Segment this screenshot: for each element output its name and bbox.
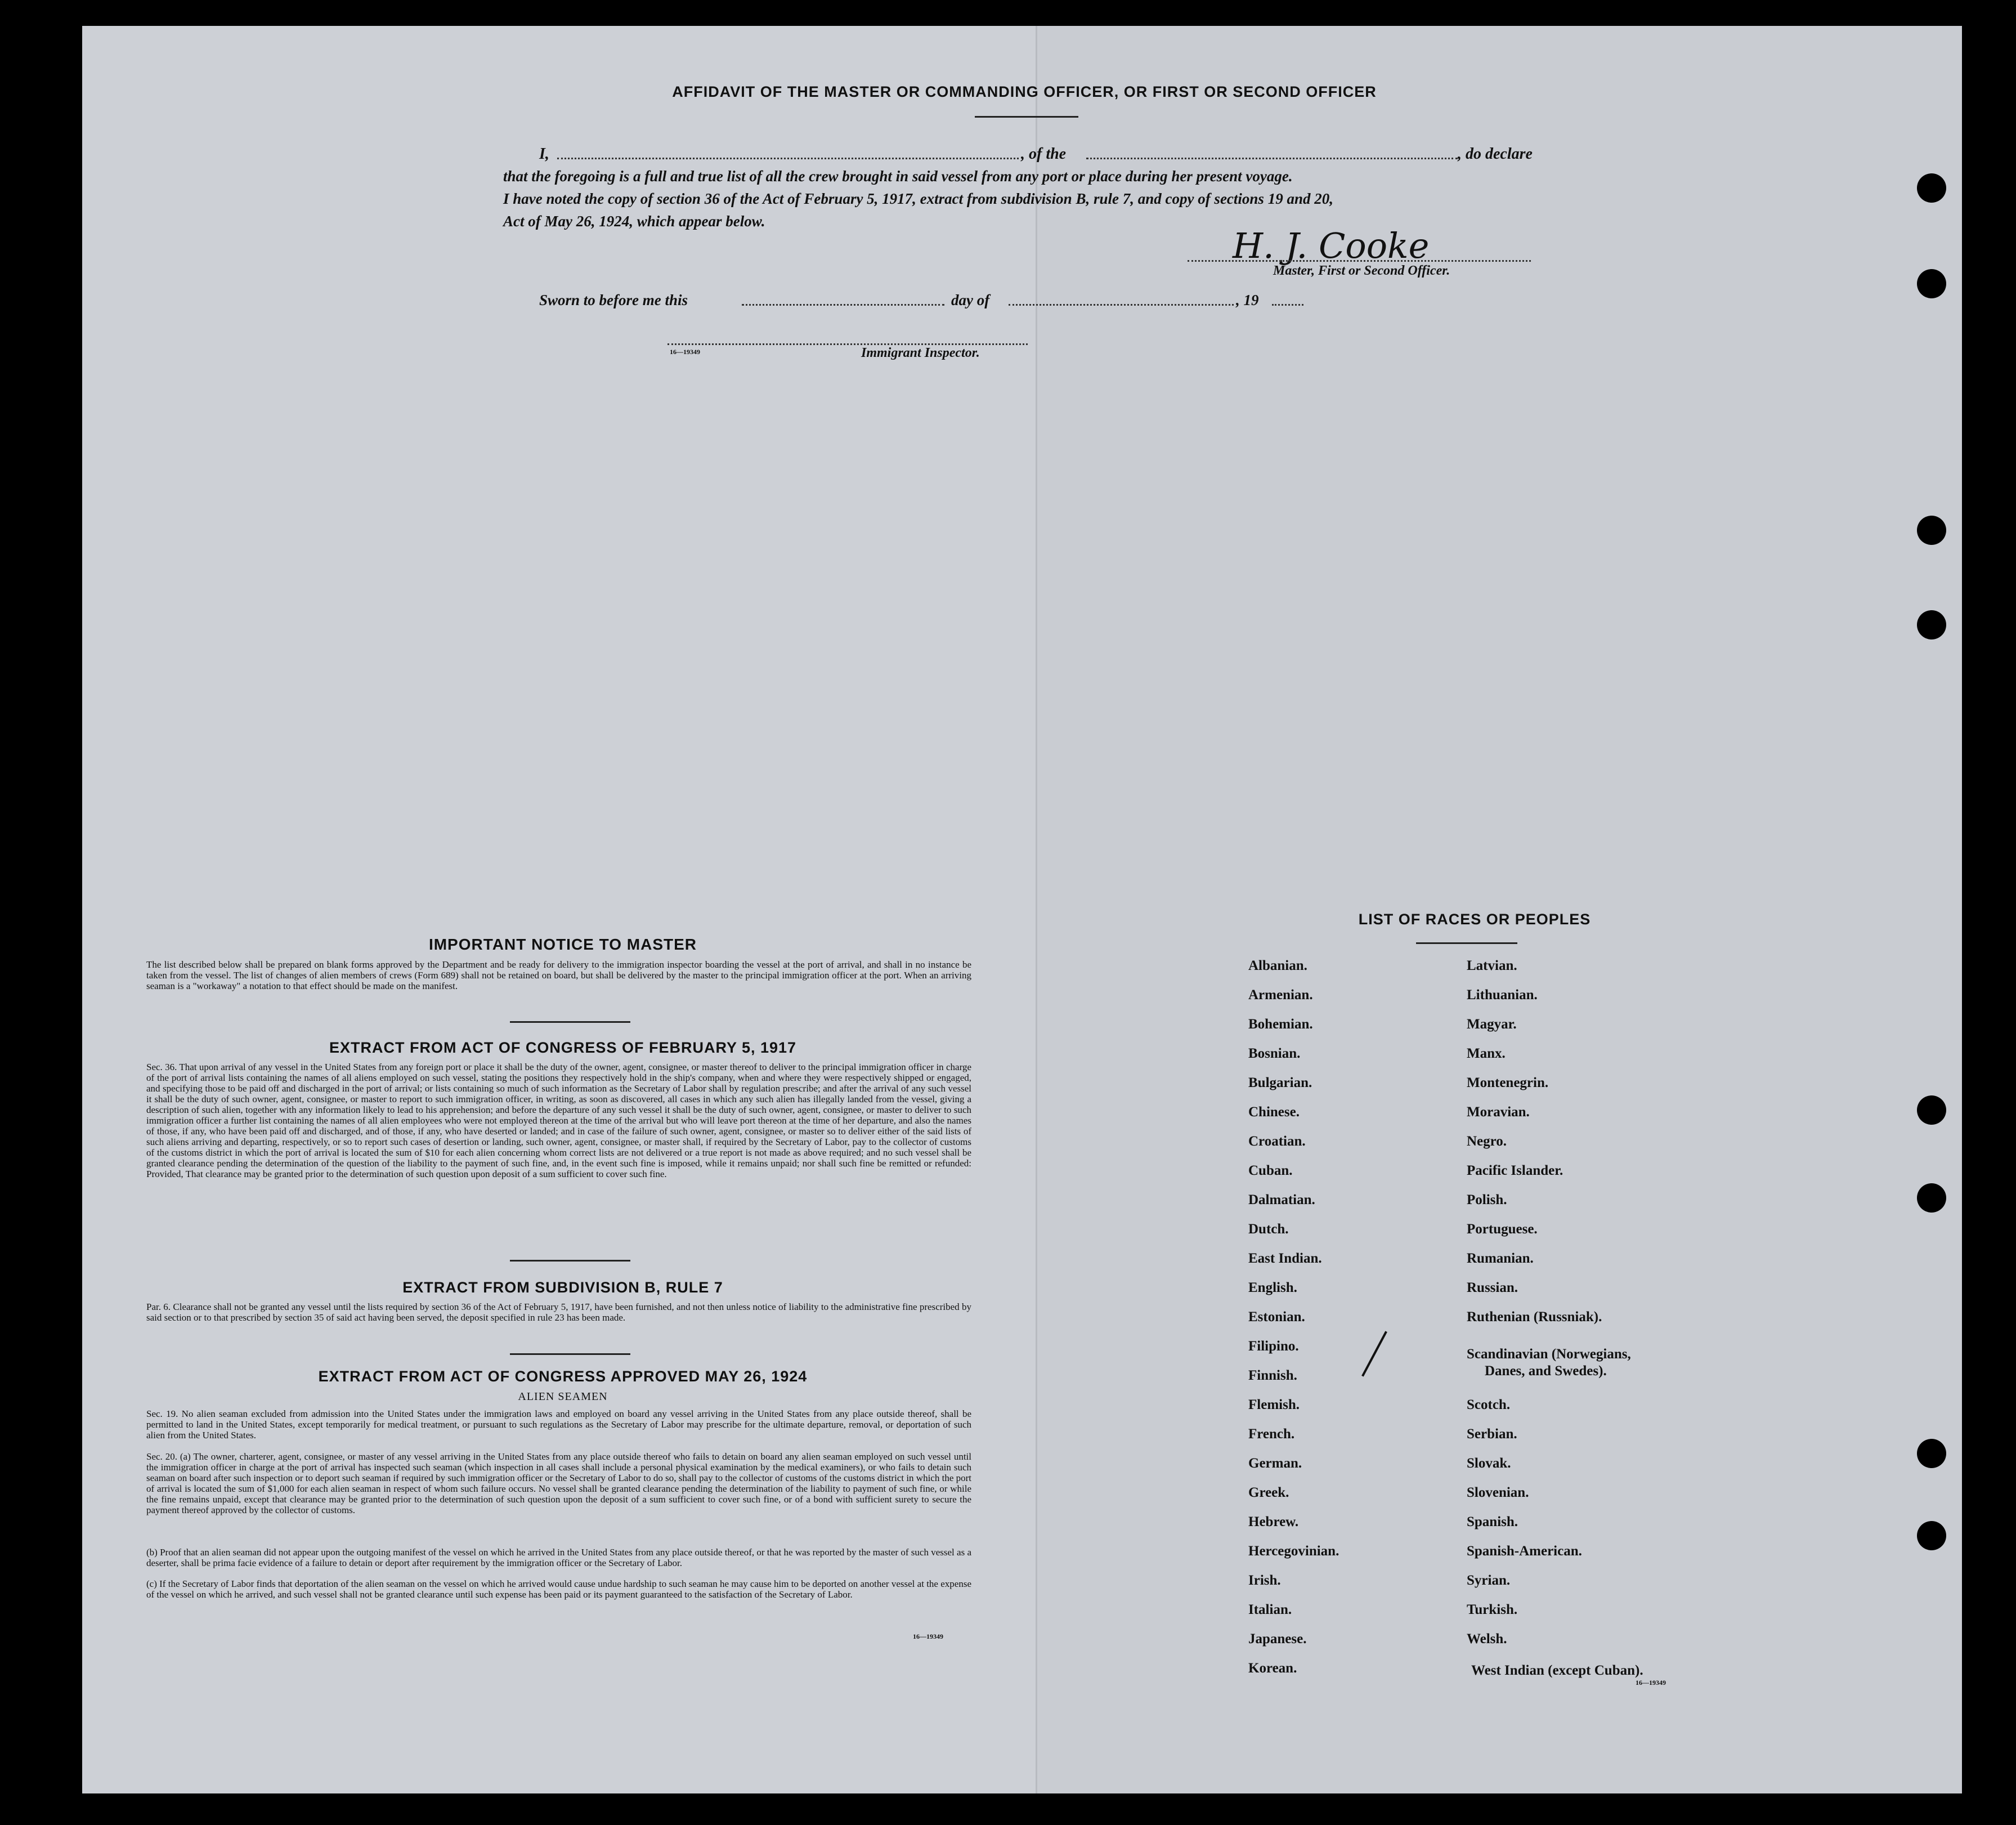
form-number-bottom-right: 16—19349 bbox=[1636, 1679, 1666, 1687]
race-item: Welsh. bbox=[1467, 1631, 1507, 1647]
extract-1924-p2: Sec. 20. (a) The owner, charterer, agent, consignee, or master of any vessel arriving in the United States from any place outside thereof who fails to detain on board any alien seaman employed on such vessel until the immigration officer in charge at the port of arrival has inspected such seaman (which inspection in all cases shall include a personal physical examination by the medical examiners), or who fails to detain such seaman on board after such inspection or to deport such seaman if required by such immigration officer or the Secretary of Labor to do so, shall pay to the collector of customs of the customs district in which the port of arrival is located the sum of $1,000 for each alien seaman in respect of whom such failure occurs. No vessel shall be granted clearance pending the determination of the liability to payment of such fine, or while the fine remains unpaid, except that clearance may be granted prior to the determination of such question upon the deposit of a sum sufficient to cover such fine, or of a bond with sufficient surety to secure the payment thereof approved by the collector of customs. bbox=[146, 1451, 972, 1515]
race-item: Serbian. bbox=[1467, 1426, 1517, 1442]
extract-1924-title: EXTRACT FROM ACT OF CONGRESS APPROVED MAY 26, 1924 bbox=[318, 1368, 808, 1385]
race-item: Slovenian. bbox=[1467, 1485, 1529, 1500]
sworn-month-field[interactable] bbox=[1009, 304, 1234, 306]
race-item: Bosnian. bbox=[1248, 1046, 1301, 1061]
race-item: Moravian. bbox=[1467, 1104, 1530, 1120]
race-item: Estonian. bbox=[1248, 1309, 1305, 1325]
vessel-field[interactable] bbox=[1086, 158, 1458, 159]
race-item: West Indian (except Cuban). bbox=[1471, 1663, 1643, 1678]
race-item: Flemish. bbox=[1248, 1397, 1300, 1412]
form-number-top: 16—19349 bbox=[670, 348, 700, 356]
race-item: English. bbox=[1248, 1280, 1297, 1295]
extract-1917-rule bbox=[510, 1260, 630, 1262]
race-item: Filipino. bbox=[1248, 1339, 1299, 1354]
race-item: Finnish. bbox=[1248, 1368, 1297, 1383]
race-item: Chinese. bbox=[1248, 1104, 1300, 1120]
sworn-label: Sworn to before me this bbox=[539, 292, 688, 308]
race-item: Japanese. bbox=[1248, 1631, 1307, 1647]
affidavit-line3: I have noted the copy of section 36 of the Act of February 5, 1917, extract from subdivision B, rule 7, and copy of sections 19 and 20, bbox=[503, 190, 1333, 207]
rule7-title: EXTRACT FROM SUBDIVISION B, RULE 7 bbox=[402, 1279, 723, 1296]
form-number-bottom-left: 16—19349 bbox=[913, 1632, 943, 1640]
name-field[interactable] bbox=[557, 158, 1019, 159]
race-item: Lithuanian. bbox=[1467, 987, 1538, 1003]
race-item: Spanish. bbox=[1467, 1514, 1518, 1529]
notice-body: The list described below shall be prepared on blank forms approved by the Department and be ready for delivery to the immigration inspector boarding the vessel at the port of arrival, and shall in no instance be taken from the vessel. The list of changes of alien members of crews (Form 689) shall not be retained on board, but shall be delivered by the master to the principal immigration officer at the port. When an arriving seaman is a "workaway" a notation to that effect should be made on the manifest. bbox=[146, 959, 971, 991]
race-item: East Indian. bbox=[1248, 1251, 1322, 1266]
races-title: LIST OF RACES OR PEOPLES bbox=[1358, 911, 1591, 928]
signature: H. J. Cooke bbox=[1233, 225, 1430, 266]
extract-1924-p4: (c) If the Secretary of Labor finds that deportation of the alien seaman on the vessel on which he arrived would cause undue hardship to such seaman he may cause him to be deported on another vessel at the expense of the vessel on which he arrived, and such vessel shall not be granted clearance until such expense has been paid or its payment guaranteed to the satisfaction of the Secretary of Labor. bbox=[146, 1578, 971, 1600]
race-item: Slovak. bbox=[1467, 1456, 1511, 1471]
race-item: Danes, and Swedes). bbox=[1485, 1363, 1607, 1379]
race-item: Negro. bbox=[1467, 1134, 1507, 1149]
punch-hole bbox=[1917, 1095, 1946, 1125]
race-item: Montenegrin. bbox=[1467, 1075, 1549, 1090]
race-item: Cuban. bbox=[1248, 1163, 1293, 1178]
race-item: Spanish-American. bbox=[1467, 1544, 1582, 1559]
race-item: Irish. bbox=[1248, 1573, 1281, 1588]
inspector-label: Immigrant Inspector. bbox=[861, 346, 980, 360]
race-item: German. bbox=[1248, 1456, 1302, 1471]
races-rule bbox=[1416, 942, 1517, 944]
race-item: Magyar. bbox=[1467, 1017, 1517, 1032]
affidavit-title: AFFIDAVIT OF THE MASTER OR COMMANDING OFFICER, OR FIRST OR SECOND OFFICER bbox=[672, 83, 1377, 100]
extract-1917-body: Sec. 36. That upon arrival of any vessel in the United States from any foreign port or place it shall be the duty of the owner, agent, consignee, or master thereof to deliver to the principal immigration officer in charge of the port of arrival lists containing the names of all aliens employed on such vessel, stating the positions they respectively hold in the ship's company, when and where they were respectively shipped or engaged, and specifying those to be paid off and discharged in the port of arrival; or lists containing so much of such information as the Secretary of Labor shall by regulation prescribe; and after the arrival of any such vessel it shall be the duty of such owner, agent, consignee, or master to report to such immigration officer, in writing, as soon as discovered, all cases in which any such alien has illegally landed from the vessel, giving a description of such alien, together with any information likely to lead to his apprehension; and before the departure of any such vessel it shall be the duty of such owner, agent, consignee, or master to deliver to such immigration officer a further list containing the names of all alien employees who were not employed thereon at the time of the arrival but who will leave port thereon at the time of her departure, and also the names of those, if any, who have been paid off and discharged, and of those, if any, who have deserted or landed; and in case of the failure of such owner, agent, consignee, or master so to deliver either of the said lists of such aliens arriving and departing, respectively, or so to report such cases of desertion or landing, such owner, agent, consignee, or master shall, if required by the Secretary of Labor, pay to the collector of customs of the customs district in which the port of arrival is located the sum of $10 for each alien concerning whom correct lists are not delivered or a true report is not made as above required; and no such vessel shall be granted clearance pending the determination of the question of the liability to the payment of such fine, and, in the event such fine is imposed, while it remains unpaid; nor shall such fine be remitted or refunded: Provided, That clearance may be granted prior to the determination of such question upon deposit of a sum sufficient to cover such fine. bbox=[146, 1062, 971, 1179]
inspector-signature-line bbox=[667, 343, 1028, 345]
race-item: French. bbox=[1248, 1426, 1295, 1442]
affidavit-title-rule bbox=[975, 116, 1078, 118]
race-item: Syrian. bbox=[1467, 1573, 1511, 1588]
race-item: Rumanian. bbox=[1467, 1251, 1534, 1266]
affidavit-line2: that the foregoing is a full and true list of all the crew brought in said vessel from any port or place during her present voyage. bbox=[503, 168, 1293, 185]
race-item: Bohemian. bbox=[1248, 1017, 1313, 1032]
race-item: Polish. bbox=[1467, 1192, 1507, 1207]
punch-hole bbox=[1917, 1439, 1946, 1468]
race-item: Bulgarian. bbox=[1248, 1075, 1312, 1090]
race-item: Dalmatian. bbox=[1248, 1192, 1315, 1207]
punch-hole bbox=[1917, 1183, 1946, 1213]
race-item: Russian. bbox=[1467, 1280, 1518, 1295]
master-label: Master, First or Second Officer. bbox=[1273, 263, 1450, 278]
race-item: Scandinavian (Norwegians, bbox=[1467, 1347, 1631, 1362]
affidavit-of-the: , of the bbox=[1021, 145, 1067, 163]
year-field[interactable] bbox=[1272, 304, 1303, 306]
race-item: Scotch. bbox=[1467, 1397, 1511, 1412]
race-item: Turkish. bbox=[1467, 1602, 1518, 1617]
punch-hole bbox=[1917, 1521, 1946, 1550]
race-item: Manx. bbox=[1467, 1046, 1506, 1061]
race-item: Latvian. bbox=[1467, 958, 1517, 973]
sworn-day-field[interactable] bbox=[742, 304, 944, 306]
extract-1924-p1: Sec. 19. No alien seaman excluded from admission into the United States under the immigration laws and employed on board any vessel arriving in the United States from any place outside thereof, shall be permitted to land in the United States, except temporarily for medical treatment, or pursuant to such regulations as the Secretary of Labor may prescribe for the ultimate departure, removal, or deportation of such alien from the United States. bbox=[146, 1408, 971, 1441]
notice-rule bbox=[510, 1021, 630, 1023]
punch-hole bbox=[1917, 610, 1946, 639]
race-item: Greek. bbox=[1248, 1485, 1289, 1500]
punch-hole bbox=[1917, 269, 1946, 298]
rule7-body: Par. 6. Clearance shall not be granted any vessel until the lists required by section 36 of the Act of February 5, 1917, have been furnished, and not then unless notice of liability to the administrative fine prescribed by said section or to that prescribed by section 35 of said act having been served, the deposit specified in rule 23 has been made. bbox=[146, 1301, 971, 1323]
extract-1917-title: EXTRACT FROM ACT OF CONGRESS OF FEBRUARY 5, 1917 bbox=[329, 1039, 797, 1056]
race-item: Albanian. bbox=[1248, 958, 1307, 973]
extract-1924-subtitle: ALIEN SEAMEN bbox=[518, 1390, 608, 1403]
affidavit-line4: Act of May 26, 1924, which appear below. bbox=[503, 213, 765, 230]
extract-1924-p3: (b) Proof that an alien seaman did not appear upon the outgoing manifest of the vessel on which he arrived in the United States from any place outside thereof, or that he was reported by the master of such vessel as a deserter, shall be prima facie evidence of a failure to detain or deport after requirement by the immigration officer or the Secretary of Labor. bbox=[146, 1547, 971, 1568]
race-item: Korean. bbox=[1248, 1661, 1297, 1676]
notice-title: IMPORTANT NOTICE TO MASTER bbox=[428, 936, 697, 953]
year-label: , 19 bbox=[1236, 292, 1259, 308]
rule7-rule bbox=[510, 1353, 630, 1355]
race-item: Croatian. bbox=[1248, 1134, 1306, 1149]
punch-hole bbox=[1917, 173, 1946, 203]
race-item: Dutch. bbox=[1248, 1222, 1289, 1237]
signature-line bbox=[1188, 260, 1531, 262]
race-item: Italian. bbox=[1248, 1602, 1292, 1617]
page-fold bbox=[1036, 26, 1037, 1793]
punch-hole bbox=[1917, 516, 1946, 545]
day-of-label: day of bbox=[951, 292, 990, 308]
race-item: Ruthenian (Russniak). bbox=[1467, 1309, 1602, 1325]
race-item: Hebrew. bbox=[1248, 1514, 1299, 1529]
race-item: Armenian. bbox=[1248, 987, 1313, 1003]
race-item: Pacific Islander. bbox=[1467, 1163, 1563, 1178]
affidavit-i: I, bbox=[539, 145, 549, 163]
affidavit-declare: , do declare bbox=[1458, 145, 1533, 163]
race-item: Hercegovinian. bbox=[1248, 1544, 1339, 1559]
race-item: Portuguese. bbox=[1467, 1222, 1538, 1237]
